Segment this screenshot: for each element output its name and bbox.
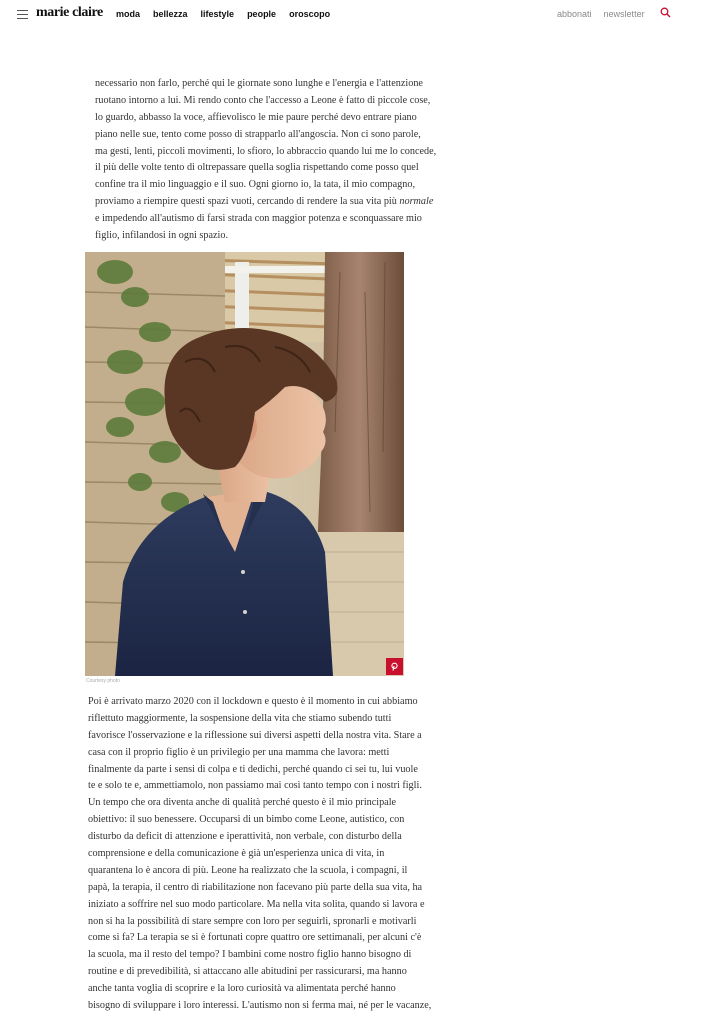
paragraph-line: riflettuto maggiormente, la sospensione della vita che stiamo subendo tutti	[88, 712, 392, 724]
paragraph-line: necessario non farlo, perché qui le giornate sono lunghe e l'energia e l'attenzione	[95, 78, 423, 89]
paragraph-line: finalmente da parte i sensi di colpa e ti dedichi, perché quando ci sei tu, lui vuole	[88, 763, 418, 775]
paragraph-line: lo guardo, abbasso la voce, affievolisco le mie paure perché devo entrare piano	[95, 111, 417, 123]
nav-item-people[interactable]: people	[247, 9, 277, 19]
paragraph-line: quarantena lo è ancora di più. Leone ha realizzato che la scuola, i compagni, il	[88, 864, 408, 876]
paragraph-line: Poi è arrivato marzo 2020 con il lockdown e questo è il momento in cui abbiamo	[88, 696, 418, 707]
hamburger-menu-icon[interactable]	[17, 10, 28, 19]
paragraph-line: Un tempo che ora diventa anche di qualità perché questo è il mio principale	[88, 797, 397, 809]
paragraph-line: favorisce l'osservazione e la riflessione sui diversi aspetti della nostra vita. Stare a	[88, 729, 422, 741]
top-navigation-bar	[0, 0, 724, 28]
paragraph-line: disturbo da deficit di attenzione e iperattività, non verbale, con disturbo della	[88, 831, 402, 843]
paragraph-line	[95, 194, 436, 211]
article-paragraph-2	[88, 694, 431, 1015]
paragraph-line: il più delle volte tento di oltrepassare quella soglia rispettando come posso quel	[95, 162, 419, 174]
pinterest-save-button[interactable]	[386, 658, 403, 675]
site-logo[interactable]: marie claire	[36, 5, 103, 20]
paragraph-line: figlio, infilandosi in ogni spazio.	[95, 230, 228, 242]
paragraph-line: confine tra il mio linguaggio e il suo. Ogni giorno io, la tata, il mio compagno,	[95, 179, 416, 191]
subscribe-link[interactable]: abbonati	[557, 9, 592, 19]
nav-item-lifestyle[interactable]: lifestyle	[200, 9, 235, 19]
paragraph-line: papà, la terapia, il centro di riabilitazione non facevano più parte della sua vita, ha	[88, 881, 423, 893]
paragraph-line: routine e di prevedibilità, si attaccano alle abitudini per rassicurarsi, ma hanno	[88, 966, 407, 978]
search-icon[interactable]	[660, 7, 671, 18]
paragraph-line: ma gesti, lenti, piccoli movimenti, lo sfioro, lo abbraccio quando lui me lo concede,	[95, 145, 437, 157]
paragraph-line: e impedendo all'autismo di farsi strada con maggior potenza e sconquassare mio	[95, 213, 422, 225]
paragraph-line: bisogno di sviluppare i loro interessi. L'autismo non si ferma mai, né per le vacanze,	[88, 1000, 432, 1012]
article-photo	[85, 252, 404, 676]
paragraph-line: anche tanta voglia di scoprire e la loro curiosità va alimentata perché hanno	[88, 983, 396, 995]
nav-item-oroscopo[interactable]: oroscopo	[289, 9, 331, 19]
paragraph-line: piano nelle sue, tento come posso di strapparlo all'angoscia. Non ci sono parole,	[95, 128, 421, 140]
paragraph-line: come si fa? La terapia se si è fortunati copre quattro ore settimanali, per alcuni c'è	[88, 932, 422, 944]
paragraph-line-text: proviamo a riempire questi spazi vuoti, cercando di rendere la sua vita più	[95, 196, 400, 208]
paragraph-line: la scuola, ma il resto del tempo? I bambini come nostro figlio hanno bisogno di	[88, 949, 412, 961]
main-nav	[116, 9, 330, 19]
paragraph-line: te e solo te e, ammettiamolo, non passiamo mai così tanto tempo con i nostri figli.	[88, 780, 422, 792]
pinterest-icon	[390, 662, 399, 671]
paragraph-line: iniziato a soffrire nel suo modo particolare. Ma nella vita solita, quando si lavora e	[88, 898, 425, 910]
photo-caption: Courtesy photo	[86, 678, 120, 684]
header-right-links	[557, 9, 645, 19]
boy-portrait-illustration	[85, 252, 404, 676]
nav-item-bellezza[interactable]: bellezza	[153, 9, 188, 19]
paragraph-line: obiettivo: il suo benessere. Occuparsi di un bimbo come Leone, autistico, con	[88, 814, 405, 826]
paragraph-line: casa con il proprio figlio è un privilegio per una mamma che lavora: metti	[88, 746, 390, 758]
paragraph-line: comprensione e della comunicazione è già un'esperienza unica di vita, in	[88, 848, 385, 860]
newsletter-link[interactable]: newsletter	[603, 9, 645, 19]
nav-item-moda[interactable]: moda	[116, 9, 141, 19]
paragraph-line: ruotano intorno a lui. Mi rendo conto che l'accesso a Leone è fatto di piccole cose,	[95, 94, 431, 106]
paragraph-line: non si ha la possibilità di stare sempre con loro per seguirli, spronarli e motivarli	[88, 915, 417, 927]
article-paragraph-1	[95, 76, 436, 245]
emphasis-normale: normale	[399, 196, 434, 208]
